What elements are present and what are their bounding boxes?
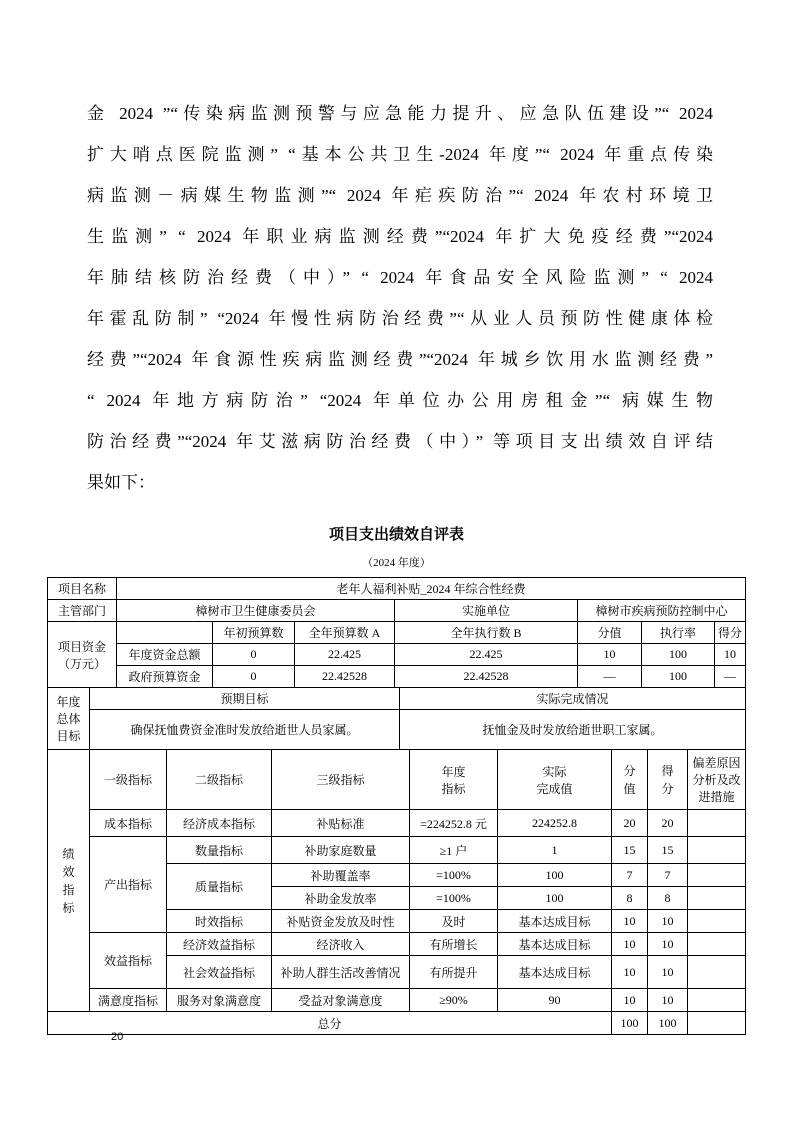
- indicator-annual: =100%: [410, 887, 498, 910]
- body-paragraph: [87, 93, 713, 503]
- header-annual-line: 年度: [441, 764, 466, 779]
- funding-rate: 100: [642, 644, 715, 666]
- indicator-l3: 经济收入: [272, 933, 410, 956]
- indicator-actual: 1: [498, 837, 612, 864]
- project-name-value: 老年人福利补贴_2024 年综合性经费: [117, 578, 746, 600]
- indicator-actual: 224252.8: [498, 810, 612, 837]
- indicator-value: 7: [612, 864, 648, 887]
- indicator-l3: 补贴标准: [272, 810, 410, 837]
- indicator-actual: 基本达成目标: [498, 956, 612, 989]
- deviation-cell: [688, 810, 746, 837]
- funding-executed: 22.425: [395, 644, 578, 666]
- indicator-l2: 经济效益指标: [167, 933, 272, 956]
- funding-score: —: [715, 666, 746, 688]
- project-name-label: 项目名称: [48, 578, 117, 600]
- indicator-l3: 补贴资金发放及时性: [272, 910, 410, 933]
- deviation-cell: [688, 989, 746, 1012]
- indicator-l1: 产出指标: [90, 837, 167, 933]
- indicator-value: 10: [612, 989, 648, 1012]
- annual-goal-label: [48, 688, 90, 750]
- paragraph-line: 防治经费”“2024 年艾滋病防治经费（中）” 等项目支出绩效自评结: [87, 432, 713, 451]
- header-level1: 一级指标: [90, 750, 167, 810]
- performance-indicators-side-label: [48, 750, 90, 1012]
- indicator-l2: 经济成本指标: [167, 810, 272, 837]
- table-subtitle: （2024 年度）: [362, 557, 431, 569]
- indicator-score: 10: [648, 933, 688, 956]
- paragraph-line: 病监测－病媒生物监测”“ 2024 年疟疾防治”“ 2024 年农村环境卫: [87, 186, 713, 205]
- paragraph-line: 果如下：: [87, 473, 155, 492]
- indicator-annual: 及时: [410, 910, 498, 933]
- indicator-actual: 基本达成目标: [498, 910, 612, 933]
- indicator-row: [48, 933, 746, 956]
- indicator-row: [48, 810, 746, 837]
- funding-col-value: 分值: [578, 622, 642, 644]
- indicator-score: 20: [648, 810, 688, 837]
- indicator-value: 10: [612, 933, 648, 956]
- header-deviation: 偏差原因分析及改进措施: [688, 750, 746, 810]
- indicator-score: 10: [648, 956, 688, 989]
- paragraph-line: “ 2024 年地方病防治” “2024 年单位办公用房租金”“ 病媒生物: [87, 391, 713, 410]
- indicator-l2: 社会效益指标: [167, 956, 272, 989]
- deviation-cell: [688, 887, 746, 910]
- indicators-table: [47, 749, 746, 1035]
- indicator-value: 10: [612, 910, 648, 933]
- funding-row-gov: [48, 666, 746, 688]
- funding-initial: 0: [213, 644, 295, 666]
- header-score-text: 得分: [661, 763, 674, 796]
- impl-unit-value: 樟树市疾病预防控制中心: [578, 600, 746, 622]
- basic-info-table: [47, 577, 746, 622]
- funding-executed: 22.42528: [395, 666, 578, 688]
- funding-rate: 100: [642, 666, 715, 688]
- indicator-l1: 满意度指标: [90, 989, 167, 1012]
- funding-initial: 0: [213, 666, 295, 688]
- header-annual: [410, 750, 498, 810]
- total-value: 100: [612, 1012, 648, 1035]
- indicator-annual: 有所提升: [410, 956, 498, 989]
- indicator-annual: ≥1 户: [410, 837, 498, 864]
- funding-col-executed: 全年执行数 B: [395, 622, 578, 644]
- funding-budget: 22.425: [295, 644, 395, 666]
- indicator-l3: 补助家庭数量: [272, 837, 410, 864]
- indicator-l3: 补助人群生活改善情况: [272, 956, 410, 989]
- expected-goal-header: 预期目标: [90, 688, 400, 710]
- indicator-value: 15: [612, 837, 648, 864]
- table-row: [48, 600, 746, 622]
- deviation-cell: [688, 1012, 746, 1035]
- header-score: [648, 750, 688, 810]
- header-annual-line: 指标: [441, 781, 466, 796]
- indicator-value: 20: [612, 810, 648, 837]
- deviation-cell: [688, 910, 746, 933]
- table-title: 项目支出绩效自评表: [328, 527, 464, 543]
- indicator-l2: 时效指标: [167, 910, 272, 933]
- funding-col-score: 得分: [715, 622, 746, 644]
- actual-completion-value: 抚恤金及时发放给逝世职工家属。: [400, 710, 746, 750]
- funding-col-budget: 全年预算数 A: [295, 622, 395, 644]
- header-value-text: 分值: [623, 763, 636, 796]
- funding-label: [48, 622, 117, 688]
- table-row: [48, 688, 746, 710]
- header-actual-line: 完成值: [536, 781, 573, 796]
- indicator-l3: 受益对象满意度: [272, 989, 410, 1012]
- deviation-cell: [688, 933, 746, 956]
- funding-label-line1: 项目资金: [57, 639, 106, 654]
- paragraph-line: 扩大哨点医院监测” “基本公共卫生-2024 年度”“ 2024 年重点传染: [87, 145, 713, 164]
- header-value: [612, 750, 648, 810]
- deviation-cell: [688, 864, 746, 887]
- deviation-cell: [688, 956, 746, 989]
- indicator-l2: 数量指标: [167, 837, 272, 864]
- paragraph-line: 金 2024 ”“传染病监测预警与应急能力提升、应急队伍建设”“ 2024: [87, 104, 713, 123]
- annual-goal-table: [47, 687, 746, 750]
- total-score: 100: [648, 1012, 688, 1035]
- indicator-score: 10: [648, 989, 688, 1012]
- indicator-value: 10: [612, 956, 648, 989]
- indicator-score: 7: [648, 864, 688, 887]
- indicator-l3: 补助金发放率: [272, 887, 410, 910]
- funding-row-name: 年度资金总额: [117, 644, 213, 666]
- indicator-score: 10: [648, 910, 688, 933]
- funding-col-rate: 执行率: [642, 622, 715, 644]
- impl-unit-label: 实施单位: [395, 600, 578, 622]
- paragraph-line: 年肺结核防治经费（中）” “ 2024 年食品安全风险监测” “ 2024: [87, 268, 713, 287]
- page-number: 20: [111, 1031, 124, 1043]
- indicator-score: 8: [648, 887, 688, 910]
- indicator-l1: 效益指标: [90, 933, 167, 989]
- header-actual: [498, 750, 612, 810]
- indicator-actual: 90: [498, 989, 612, 1012]
- funding-row-total: [48, 644, 746, 666]
- self-evaluation-table: [47, 577, 747, 1035]
- funding-value: 10: [578, 644, 642, 666]
- indicator-actual: 100: [498, 864, 612, 887]
- indicator-annual: =224252.8 元: [410, 810, 498, 837]
- indicator-actual: 100: [498, 887, 612, 910]
- header-actual-line: 实际: [542, 764, 567, 779]
- funding-score: 10: [715, 644, 746, 666]
- dept-label: 主管部门: [48, 600, 117, 622]
- indicators-header-row: [48, 750, 746, 810]
- paragraph-line: 年霍乱防制” “2024 年慢性病防治经费”“从业人员预防性健康体检: [87, 309, 713, 328]
- indicator-annual: 有所增长: [410, 933, 498, 956]
- indicator-score: 15: [648, 837, 688, 864]
- total-row: [48, 1012, 746, 1035]
- funding-table: [47, 621, 746, 688]
- indicator-annual: =100%: [410, 864, 498, 887]
- actual-completion-header: 实际完成情况: [400, 688, 746, 710]
- indicator-l3: 补助覆盖率: [272, 864, 410, 887]
- indicator-l2: 质量指标: [167, 864, 272, 910]
- dept-value: 樟树市卫生健康委员会: [117, 600, 395, 622]
- annual-goal-label-line: 目标: [56, 729, 81, 743]
- paragraph-line: 经费”“2024 年食源性疾病监测经费”“2024 年城乡饮用水监测经费”: [87, 350, 713, 369]
- header-level2: 二级指标: [167, 750, 272, 810]
- deviation-cell: [688, 837, 746, 864]
- table-row: [48, 578, 746, 600]
- header-level3: 三级指标: [272, 750, 410, 810]
- funding-col-initial: 年初预算数: [213, 622, 295, 644]
- total-label: 总分: [48, 1012, 612, 1035]
- table-row: [48, 622, 746, 644]
- funding-budget: 22.42528: [295, 666, 395, 688]
- funding-label-line2: （万元）: [57, 656, 106, 671]
- paragraph-line: 生监测” “ 2024 年职业病监测经费”“2024 年扩大免疫经费”“2024: [87, 227, 713, 246]
- indicator-actual: 基本达成目标: [498, 933, 612, 956]
- funding-row-name: 政府预算资金: [117, 666, 213, 688]
- indicator-annual: ≥90%: [410, 989, 498, 1012]
- indicator-value: 8: [612, 887, 648, 910]
- funding-value: —: [578, 666, 642, 688]
- indicator-row: [48, 837, 746, 864]
- performance-indicators-side-label-text: 绩效指标: [62, 846, 75, 915]
- indicator-row: [48, 989, 746, 1012]
- table-row: [48, 710, 746, 750]
- annual-goal-label-line: 年度: [56, 695, 81, 709]
- annual-goal-label-line: 总体: [56, 712, 81, 726]
- indicator-l2: 服务对象满意度: [167, 989, 272, 1012]
- funding-corner-cell: [117, 622, 213, 644]
- expected-goal-value: 确保抚恤费资金准时发放给逝世人员家属。: [90, 710, 400, 750]
- indicator-l1: 成本指标: [90, 810, 167, 837]
